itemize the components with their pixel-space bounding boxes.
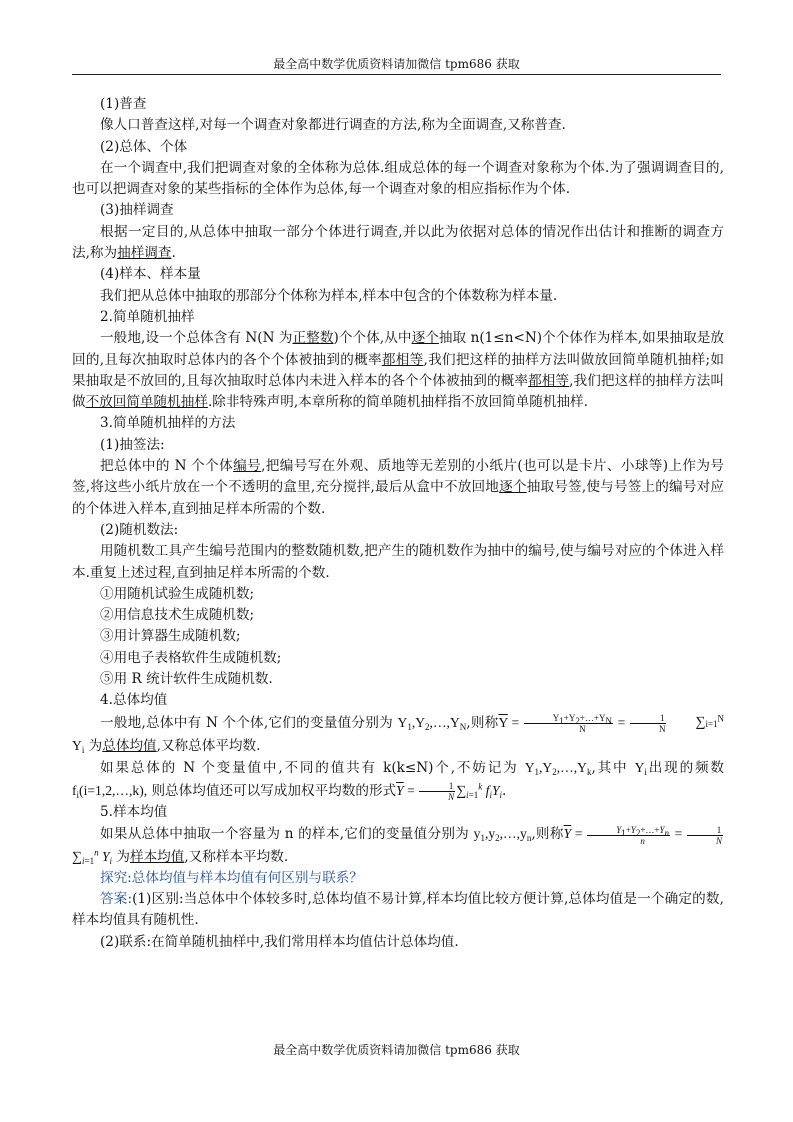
page-footer: 最全高中数学优质资料请加微信 tpm686 获取: [273, 1043, 520, 1057]
list-item: ②用信息技术生成随机数;: [100, 607, 255, 624]
document-body: [72, 94, 724, 953]
heading-sampling: (3)抽样调查: [100, 202, 174, 219]
heading-sample: (4)样本、样本量: [100, 266, 201, 283]
para-sampling: 根据一定目的,从总体中抽取一部分个体进行调查,并以此为依据对总体的情况作出估计和推断的调查方法,称为抽样调查.: [72, 223, 724, 262]
para-sample: 我们把从总体中抽取的那部分个体称为样本,样本中包含的个体数称为样本量.: [100, 287, 558, 304]
heading-simple-random: 2.简单随机抽样: [100, 308, 195, 325]
list-item: ①用随机试验生成随机数;: [100, 585, 255, 602]
heading-sample-mean: 5.样本均值: [100, 803, 168, 820]
formula-population-mean: $\overline{Y}$ = $\frac{Y_1+Y_2+\dots+Y_N}{N}$ = $\frac{1}{N}$ $\sum i=1^N$ $Y_i$: [72, 712, 725, 755]
page-header: 最全高中数学优质资料请加微信 tpm686 获取: [72, 56, 721, 75]
heading-population-mean: 4.总体均值: [100, 692, 168, 709]
list-item: ③用计算器生成随机数;: [100, 628, 241, 645]
heading-random-number: (2)随机数法:: [100, 521, 179, 538]
formula-values-y: $Y_1,Y_2,\dots,Y_N$: [397, 714, 467, 732]
para-census: 像人口普查这样,对每一个调查对象都进行调查的方法,称为全面调查,又称普查.: [100, 117, 566, 134]
para-relation: (2)联系:在简单随机抽样中,我们常用样本均值估计总体均值.: [100, 933, 459, 950]
formula-weighted-mean: $\overline{Y}$ = $\frac{1}{N}$ $\sum_{i=1}^k$ $f_iY_i$: [396, 780, 503, 802]
heading-lottery: (1)抽签法:: [100, 436, 165, 453]
para-simple-random: 一般地,设一个总体含有 N(N 为正整数)个个体,从中逐个抽取 n(1≤n<N)个个体作为样本,如果抽取是放回的,且每次抽取时总体内的各个个体被抽到的概率都相等,我们把这样的抽样方法叫做放回简单随机抽样;如果抽取是不放回的,且每次抽取时总体内未进入样本的各个个体被抽到的概率都相等,我们把这样的抽样方法叫做不放回简单随机抽样.除非特殊声明,本章所称的简单随机抽样指不放回简单随机抽样.: [72, 330, 725, 411]
para-lottery: 把总体中的 N 个个体编号,把编号写在外观、质地等无差别的小纸片(也可以是卡片、小球等)上作为号签,将这些小纸片放在一个不透明的盒里,充分搅拌,最后从盒中不放回地逐个抽取号签,使与号签上的编号对应的个体进入样本,直到抽足样本所需的个数.: [72, 458, 725, 517]
heading-census: (1)普查: [100, 96, 147, 112]
formula-sample-mean: $\overline{Y}$ = $\frac{Y_1+Y_2+\dots+Y_n}{n}$ = $\frac{1}{N}$ $\sum_{i=1}^n$ $Y_i$: [72, 824, 722, 866]
para-population: 在一个调查中,我们把调查对象的全体称为总体.组成总体的每一个调查对象称为个体.为了强调调查目的,也可以把调查对象的某些指标的全体作为总体,每一个调查对象的相应指标作为个体.: [72, 159, 724, 198]
heading-methods: 3.简单随机抽样的方法: [100, 415, 236, 432]
para-weighted-mean: 如果总体的 N 个变量值中,不同的值共有 k(k≤N)个,不妨记为 $Y_1,Y_2,\dots,Y_k$,其中 $Y_i$出现的频数 $f_i(i=1,2,\dots,k)$, 则总体均值还可以写成加权平均数的形式$\overline{Y}$ = $\frac{1}{N}$ $\sum_{i=1}^k$ $f_iY_i$.: [72, 760, 725, 802]
list-item: ⑤用 R 统计软件生成随机数.: [100, 671, 273, 688]
question: 探究:总体均值与样本均值有何区别与联系？: [100, 869, 363, 886]
heading-population: (2)总体、个体: [100, 138, 188, 155]
para-random-number: 用随机数工具产生编号范围内的整数随机数,把产生的随机数作为抽中的编号,使与编号对应的个体进入样本.重复上述过程,直到抽足样本所需的个数.: [72, 543, 724, 581]
list-item: ④用电子表格软件生成随机数;: [100, 649, 282, 666]
para-sample-mean: 如果从总体中抽取一个容量为 n 的样本,它们的变量值分别为 $y_1,y_2,\dots,y_n$,则称$\overline{Y}$ = $\frac{Y_1+Y_2+\dots+Y_n}{n}$ = $\frac{1}{N}$ $\sum_{i=1}^n$ $Y_i$ 为样本均值,又称样本平均数.: [72, 824, 722, 866]
para-population-mean: 一般地,总体中有 N 个个体,它们的变量值分别为 $Y_1,Y_2,\dots,Y_N$,则称$\overline{Y}$ = $\frac{Y_1+Y_2+\dots+Y_N}{N}$ = $\frac{1}{N}$ $\sum i=1^N$ $Y_i$ 为总体均值,又称总体平均数.: [72, 712, 725, 755]
answer: 答案:(1)区别:当总体中个体较多时,总体均值不易计算,样本均值比较方便计算,总体均值是一个确定的数,样本均值具有随机性.: [72, 891, 724, 929]
